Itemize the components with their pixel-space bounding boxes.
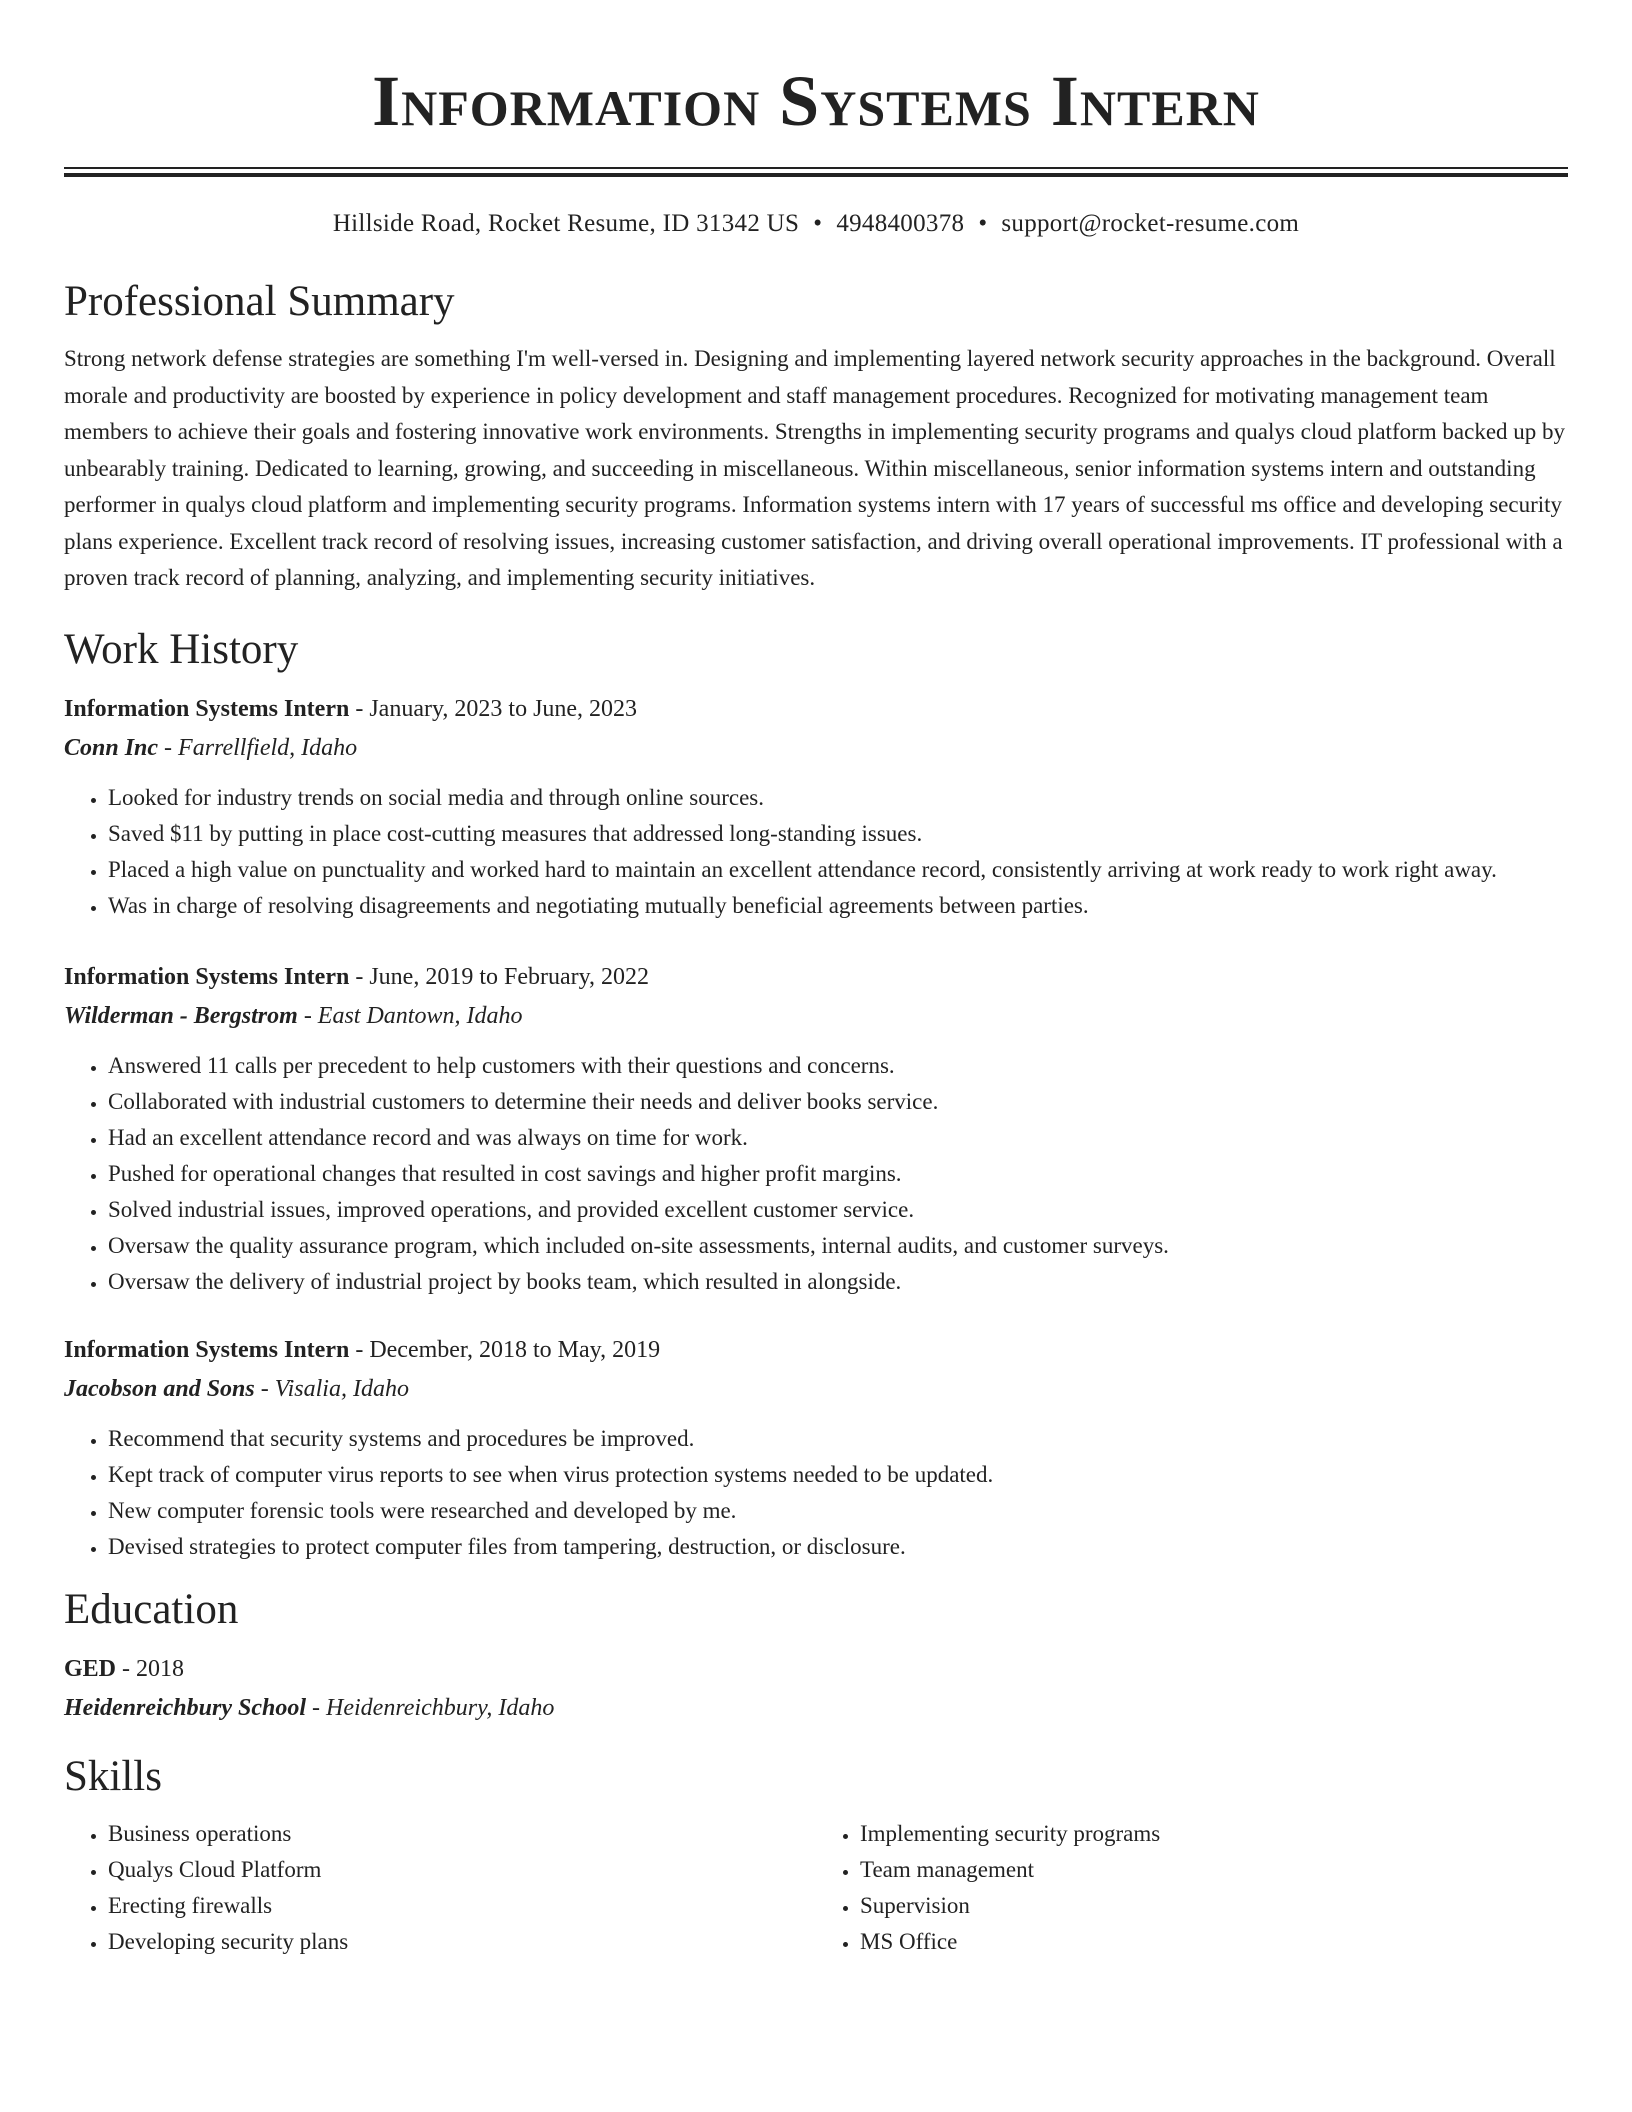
education-entry [64, 1650, 1568, 1728]
skill-item: • Business operations [108, 1816, 816, 1852]
job-company: Jacobson and Sons [64, 1375, 255, 1402]
section-title-skills: Skills [64, 1752, 162, 1800]
skill-item: • MS Office [860, 1924, 1568, 1960]
duty-list [64, 780, 1568, 924]
duty-item: • Answered 11 calls per precedent to help customers with their questions and concerns. [108, 1048, 1568, 1084]
job-employer [64, 1370, 1568, 1409]
duty-item: • New computer forensic tools were researched and developed by me. [108, 1493, 1568, 1529]
duty-item: • Solved industrial issues, improved operations, and provided excellent customer service. [108, 1192, 1568, 1228]
education-location: - Heidenreichbury, Idaho [306, 1694, 555, 1721]
job-entry [64, 958, 1568, 1300]
job-role: Information Systems Intern [64, 1336, 350, 1363]
skill-item: • Erecting firewalls [108, 1888, 816, 1924]
duty-item: • Oversaw the quality assurance program, which included on-site assessments, internal audits, and customer surveys. [108, 1228, 1568, 1264]
contact-line [64, 209, 1568, 239]
job-dates: - January, 2023 to June, 2023 [349, 695, 638, 722]
contact-address: Hillside Road, Rocket Resume, ID 31342 US [332, 210, 800, 237]
duty-item: • Devised strategies to protect computer files from tampering, destruction, or disclosure. [108, 1529, 1568, 1565]
skills-column-left [64, 1816, 816, 1960]
duty-item: • Recommend that security systems and procedures be improved. [108, 1421, 1568, 1457]
resume-name: Information Systems Intern [372, 61, 1260, 141]
job-company: Wilderman - Bergstrom [64, 1002, 298, 1029]
job-heading [64, 1331, 1568, 1370]
job-entry [64, 1331, 1568, 1565]
skills-list [64, 1816, 1568, 1960]
job-heading [64, 690, 1568, 729]
contact-separator: • [813, 210, 823, 237]
education-school: Heidenreichbury School [64, 1694, 307, 1721]
duty-item: • Had an excellent attendance record and was always on time for work. [108, 1120, 1568, 1156]
skills-column-right [816, 1816, 1568, 1960]
job-dates: - December, 2018 to May, 2019 [349, 1336, 661, 1363]
duty-item: • Collaborated with industrial customers to determine their needs and deliver books service. [108, 1084, 1568, 1120]
skill-item: • Qualys Cloud Platform [108, 1852, 816, 1888]
duty-item: • Looked for industry trends on social media and through online sources. [108, 780, 1568, 816]
duty-item: • Pushed for operational changes that resulted in cost savings and higher profit margins. [108, 1156, 1568, 1192]
skill-item: • Supervision [860, 1888, 1568, 1924]
education-degree: GED [64, 1655, 117, 1682]
job-employer [64, 729, 1568, 768]
contact-phone: 4948400378 [836, 210, 965, 237]
contact-email[interactable]: support@rocket-resume.com [1001, 210, 1300, 237]
header-divider [64, 167, 1568, 177]
job-role: Information Systems Intern [64, 963, 350, 990]
job-location: - East Dantown, Idaho [297, 1002, 523, 1029]
duty-list [64, 1421, 1568, 1565]
education-school-line [64, 1689, 1568, 1728]
skill-item: • Implementing security programs [860, 1816, 1568, 1852]
job-location: - Visalia, Idaho [254, 1375, 409, 1402]
job-location: - Farrellfield, Idaho [158, 734, 358, 761]
skill-item: • Developing security plans [108, 1924, 816, 1960]
duty-item: • Kept track of computer virus reports to see when virus protection systems needed to be updated. [108, 1457, 1568, 1493]
job-heading [64, 958, 1568, 997]
section-title-summary: Professional Summary [64, 278, 455, 325]
duty-item: • Was in charge of resolving disagreements and negotiating mutually beneficial agreements between parties. [108, 888, 1568, 924]
education-year: - 2018 [116, 1655, 185, 1682]
summary-text: Strong network defense strategies are something I'm well-versed in. Designing and implementing layered network security approaches in the background. Overall morale and productivity are boosted by experience in policy development and staff management procedures. Recognized for motivating management team members to achieve their goals and fostering innovative work environments. Strengths in implementing security programs and qualys cloud platform backed up by unbearably training. Dedicated to learning, growing, and succeeding in miscellaneous. Within miscellaneous, senior information systems intern and outstanding performer in qualys cloud platform and implementing security programs. Information systems intern with 17 years of successful ms office and developing security plans experience. Excellent track record of resolving issues, increasing customer satisfaction, and driving overall operational improvements. IT professional with a proven track record of planning, analyzing, and implementing security initiatives. [64, 346, 1566, 590]
job-company: Conn Inc [64, 734, 159, 761]
duty-item: • Oversaw the delivery of industrial project by books team, which resulted in alongside. [108, 1264, 1568, 1300]
duty-list [64, 1048, 1568, 1300]
section-title-work: Work History [64, 625, 299, 673]
contact-separator: • [978, 210, 988, 237]
job-employer [64, 997, 1568, 1036]
duty-item: • Saved $11 by putting in place cost-cutting measures that addressed long-standing issues. [108, 816, 1568, 852]
job-dates: - June, 2019 to February, 2022 [349, 963, 650, 990]
section-title-education: Education [64, 1585, 239, 1633]
duty-item: • Placed a high value on punctuality and worked hard to maintain an excellent attendance record, consistently arriving at work ready to work right away. [108, 852, 1568, 888]
skill-item: • Team management [860, 1852, 1568, 1888]
job-role: Information Systems Intern [64, 695, 350, 722]
education-heading [64, 1650, 1568, 1689]
job-entry [64, 690, 1568, 924]
